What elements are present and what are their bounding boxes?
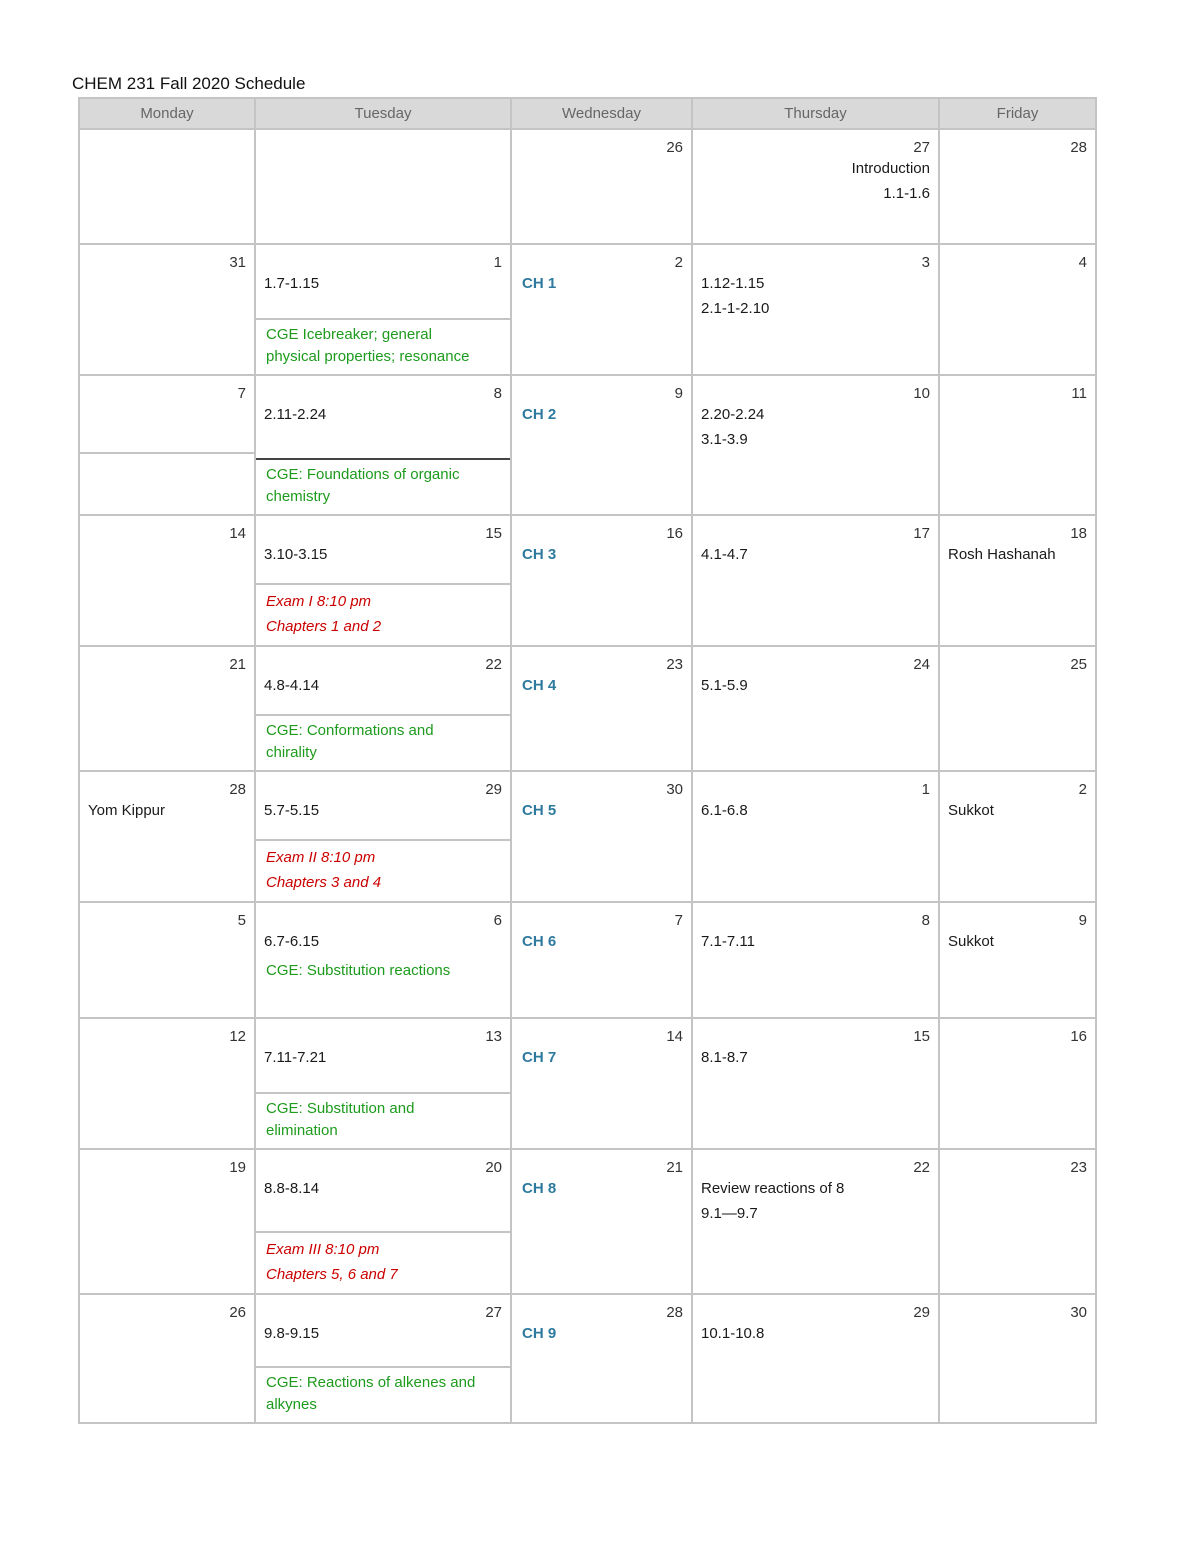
day-cell-tuesday <box>255 515 511 646</box>
cge-line: CGE: Substitution and <box>266 1100 415 1117</box>
section-range: 10.1-10.8 <box>701 1325 765 1342</box>
day-note: Rosh Hashanah <box>948 546 1056 563</box>
day-number: 29 <box>913 1304 930 1321</box>
exam-line: Chapters 3 and 4 <box>266 874 382 891</box>
week-row <box>79 1018 1096 1149</box>
cge-line: chemistry <box>266 488 331 505</box>
day-number: 16 <box>1070 1028 1087 1045</box>
exam-line: Exam I 8:10 pm <box>266 593 372 610</box>
day-number: 1 <box>493 254 502 271</box>
week-row <box>79 129 1096 244</box>
day-cell-tuesday <box>255 1294 511 1423</box>
day-cell-wednesday <box>511 771 692 902</box>
day-cell-tuesday <box>255 902 511 1018</box>
day-number <box>80 130 254 156</box>
day-cell-tuesday <box>255 771 511 902</box>
tuesday-topic-block <box>256 376 510 427</box>
exam-block <box>256 839 510 901</box>
day-cell-monday <box>79 1294 255 1423</box>
week-row <box>79 902 1096 1018</box>
cge-line: physical properties; resonance <box>266 348 470 365</box>
day-cell-friday <box>939 1294 1096 1423</box>
section-range: 1.1-1.6 <box>883 185 930 202</box>
section-range: 3.10-3.15 <box>264 546 328 563</box>
exam-line: Chapters 1 and 2 <box>266 618 382 635</box>
day-cell-tuesday <box>255 646 511 771</box>
day-number: 26 <box>666 139 683 156</box>
section-range: 2.11-2.24 <box>264 406 327 423</box>
day-cell-wednesday <box>511 515 692 646</box>
section-range: 5.7-5.15 <box>264 802 320 819</box>
cge-line: CGE: Reactions of alkenes and <box>266 1374 476 1391</box>
day-cell-tuesday <box>255 1149 511 1294</box>
section-range: Introduction <box>851 160 930 177</box>
day-number: 23 <box>1070 1159 1087 1176</box>
chapter-label: CH 7 <box>522 1049 557 1066</box>
day-cell-friday <box>939 902 1096 1018</box>
tuesday-topic-block <box>256 903 510 982</box>
day-number: 4 <box>1078 254 1087 271</box>
day-cell-wednesday <box>511 1294 692 1423</box>
header-tuesday: Tuesday <box>255 98 511 129</box>
tuesday-topic-block <box>256 516 510 567</box>
day-number: 2 <box>674 254 683 271</box>
cge-line: CGE: Foundations of organic <box>266 466 460 483</box>
section-range: 6.7-6.15 <box>264 933 320 950</box>
section-range: 2.20-2.24 <box>701 406 765 423</box>
day-number: 18 <box>1070 525 1087 542</box>
day-number: 28 <box>666 1304 683 1321</box>
day-note: Yom Kippur <box>88 802 165 819</box>
day-number: 25 <box>1070 656 1087 673</box>
week-row <box>79 646 1096 771</box>
week-row <box>79 1149 1096 1294</box>
cell-divider <box>80 452 254 454</box>
exam-line: Exam II 8:10 pm <box>266 849 376 866</box>
day-cell-monday <box>79 375 255 515</box>
day-cell-friday <box>939 1018 1096 1149</box>
day-number: 24 <box>913 656 930 673</box>
day-number: 22 <box>913 1159 930 1176</box>
day-number: 28 <box>229 781 246 798</box>
chapter-label: CH 9 <box>522 1325 557 1342</box>
section-range: 9.8-9.15 <box>264 1325 320 1342</box>
chapter-label: CH 4 <box>522 677 557 694</box>
cge-line: elimination <box>266 1122 338 1139</box>
day-cell-wednesday <box>511 1018 692 1149</box>
header-monday: Monday <box>79 98 255 129</box>
day-number: 16 <box>666 525 683 542</box>
day-note: Sukkot <box>948 802 994 819</box>
day-number: 3 <box>921 254 930 271</box>
section-range: 9.1—9.7 <box>701 1205 758 1222</box>
week-row <box>79 244 1096 375</box>
chapter-label: CH 1 <box>522 275 557 292</box>
day-cell-tuesday <box>255 1018 511 1149</box>
cge-block <box>256 318 510 374</box>
cge-line: CGE: Conformations and <box>266 722 434 739</box>
header-thursday: Thursday <box>692 98 939 129</box>
day-cell-monday <box>79 1018 255 1149</box>
day-number: 30 <box>666 781 683 798</box>
day-cell-monday <box>79 244 255 375</box>
day-number: 29 <box>485 781 502 798</box>
day-number: 9 <box>674 385 683 402</box>
day-cell-thursday <box>692 902 939 1018</box>
day-number: 2 <box>1078 781 1087 798</box>
week-row <box>79 1294 1096 1423</box>
day-number: 6 <box>493 912 502 929</box>
day-cell-monday <box>79 1149 255 1294</box>
day-number: 31 <box>229 254 246 271</box>
day-number: 15 <box>485 525 502 542</box>
section-range: Review reactions of 8 <box>701 1180 845 1197</box>
day-number: 22 <box>485 656 502 673</box>
day-number: 26 <box>229 1304 246 1321</box>
cge-block <box>256 458 510 514</box>
day-number: 13 <box>485 1028 502 1045</box>
day-number: 21 <box>229 656 246 673</box>
day-cell-friday <box>939 771 1096 902</box>
page-title: CHEM 231 Fall 2020 Schedule <box>72 74 306 93</box>
day-cell-monday <box>79 646 255 771</box>
week-row <box>79 771 1096 902</box>
section-range: 1.7-1.15 <box>264 275 320 292</box>
day-number: 28 <box>1070 139 1087 156</box>
cge-line: CGE Icebreaker; general <box>266 326 432 343</box>
tuesday-topic-block <box>256 772 510 823</box>
day-cell-thursday <box>692 244 939 375</box>
day-cell-thursday <box>692 1018 939 1149</box>
exam-block <box>256 1231 510 1293</box>
day-cell-wednesday <box>511 902 692 1018</box>
day-cell-tuesday <box>255 375 511 515</box>
week-row <box>79 515 1096 646</box>
week-row <box>79 375 1096 515</box>
tuesday-topic-block <box>256 245 510 296</box>
day-cell-friday <box>939 375 1096 515</box>
chapter-label: CH 6 <box>522 933 557 950</box>
day-number: 27 <box>485 1304 502 1321</box>
exam-line: Exam III 8:10 pm <box>266 1241 380 1258</box>
tuesday-topic-block <box>256 1019 510 1070</box>
section-range: 2.1-1-2.10 <box>701 300 770 317</box>
day-number: 21 <box>666 1159 683 1176</box>
day-cell-friday <box>939 129 1096 244</box>
day-number: 7 <box>237 385 246 402</box>
day-cell-friday <box>939 515 1096 646</box>
day-cell-tuesday <box>255 129 511 244</box>
section-range: 3.1-3.9 <box>701 431 748 448</box>
day-number: 23 <box>666 656 683 673</box>
day-number: 17 <box>913 525 930 542</box>
exam-line: Chapters 5, 6 and 7 <box>266 1266 398 1283</box>
day-cell-thursday <box>692 515 939 646</box>
cge-line: chirality <box>266 744 317 761</box>
day-number: 7 <box>674 912 683 929</box>
day-number: 30 <box>1070 1304 1087 1321</box>
day-cell-wednesday <box>511 129 692 244</box>
cge-block <box>256 714 510 770</box>
exam-block <box>256 583 510 645</box>
day-number: 14 <box>229 525 246 542</box>
day-cell-thursday <box>692 1294 939 1423</box>
cge-line: alkynes <box>266 1396 317 1413</box>
day-cell-monday <box>79 771 255 902</box>
day-cell-friday <box>939 244 1096 375</box>
day-number: 10 <box>913 385 930 402</box>
section-range: 1.12-1.15 <box>701 275 765 292</box>
section-range: 8.8-8.14 <box>264 1180 320 1197</box>
chapter-label: CH 2 <box>522 406 557 423</box>
day-number: 14 <box>666 1028 683 1045</box>
day-cell-wednesday <box>511 244 692 375</box>
schedule-calendar <box>78 97 1097 1424</box>
weekday-header-row <box>79 98 1096 129</box>
cge-activity: CGE: Substitution reactions <box>266 962 451 979</box>
cge-block <box>256 1366 510 1422</box>
chapter-label: CH 5 <box>522 802 557 819</box>
section-range: 5.1-5.9 <box>701 677 748 694</box>
day-number: 19 <box>229 1159 246 1176</box>
day-number: 8 <box>493 385 502 402</box>
day-number: 8 <box>921 912 930 929</box>
chapter-label: CH 8 <box>522 1180 557 1197</box>
day-cell-thursday <box>692 375 939 515</box>
tuesday-topic-block <box>256 647 510 698</box>
section-range: 7.11-7.21 <box>264 1049 327 1066</box>
day-cell-monday <box>79 515 255 646</box>
day-number: 27 <box>913 139 930 156</box>
day-cell-thursday <box>692 1149 939 1294</box>
header-wednesday: Wednesday <box>511 98 692 129</box>
day-cell-monday <box>79 129 255 244</box>
day-number: 11 <box>1071 385 1087 402</box>
day-cell-thursday <box>692 129 939 244</box>
day-cell-thursday <box>692 771 939 902</box>
day-cell-wednesday <box>511 375 692 515</box>
day-number: 15 <box>913 1028 930 1045</box>
tuesday-topic-block <box>256 1150 510 1201</box>
section-range: 4.1-4.7 <box>701 546 748 563</box>
day-number: 5 <box>237 912 246 929</box>
cge-block <box>256 1092 510 1148</box>
section-range: 6.1-6.8 <box>701 802 748 819</box>
day-number: 1 <box>921 781 930 798</box>
header-friday: Friday <box>939 98 1096 129</box>
day-cell-wednesday <box>511 646 692 771</box>
day-number: 20 <box>485 1159 502 1176</box>
day-cell-friday <box>939 646 1096 771</box>
section-range: 8.1-8.7 <box>701 1049 748 1066</box>
day-cell-tuesday <box>255 244 511 375</box>
day-number <box>256 130 510 156</box>
day-note: Sukkot <box>948 933 994 950</box>
section-range: 7.1-7.11 <box>701 933 755 950</box>
day-number: 12 <box>229 1028 246 1045</box>
chapter-label: CH 3 <box>522 546 557 563</box>
day-cell-monday <box>79 902 255 1018</box>
day-number: 9 <box>1078 912 1087 929</box>
section-range: 4.8-4.14 <box>264 677 320 694</box>
day-cell-thursday <box>692 646 939 771</box>
tuesday-topic-block <box>256 1295 510 1346</box>
day-cell-friday <box>939 1149 1096 1294</box>
day-cell-wednesday <box>511 1149 692 1294</box>
